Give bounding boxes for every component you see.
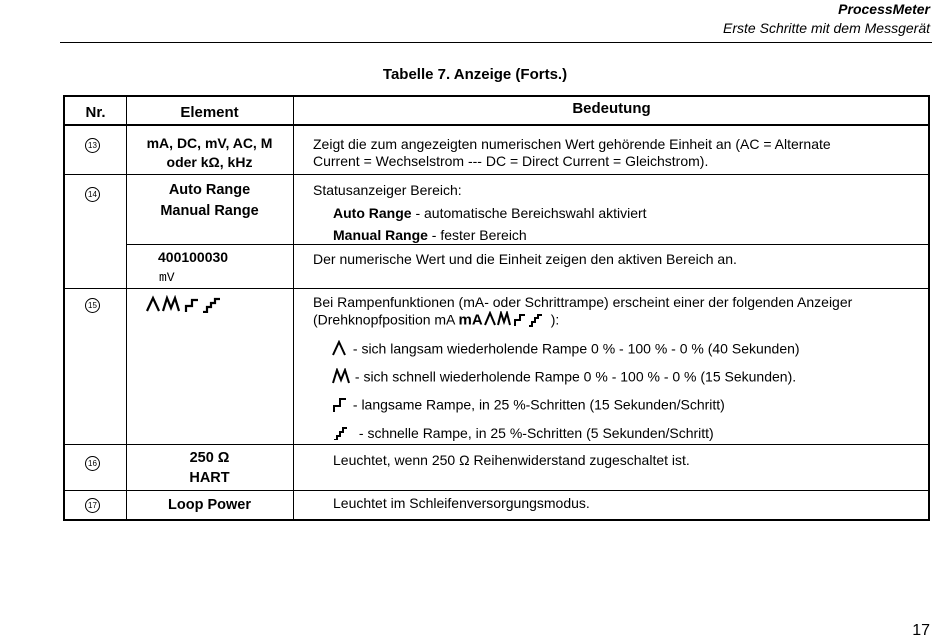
meaning-loop-power: Leuchtet im Schleifenversorgungsmodus.: [333, 495, 590, 511]
ramp-desc: - sich langsam wiederholende Rampe 0 % - 100 % - 0 % (40 Sekunden): [349, 340, 800, 357]
element-line: Manual Range: [160, 203, 259, 219]
element-units: [126, 134, 293, 172]
meaning-line: [313, 311, 923, 331]
item-number-13: 13: [85, 138, 100, 153]
range-desc: - automatische Bereichswahl aktiviert: [411, 205, 647, 221]
ramp-desc: - langsame Rampe, in 25 %-Schritten (15 Sekunden/Schritt): [349, 396, 725, 413]
row-divider: [126, 244, 928, 245]
ramp-icons-svg: [145, 295, 225, 313]
range-term: Manual Range: [333, 227, 428, 243]
meaning-range-display: Der numerische Wert und die Einheit zeigen den aktiven Bereich an.: [313, 251, 737, 267]
ramp-fast-icon: [163, 298, 179, 311]
range-desc: - fester Bereich: [427, 227, 527, 243]
range-digits: 400100030: [158, 249, 229, 265]
element-hart: [126, 448, 293, 488]
ramp-desc: - sich schnell wiederholende Rampe 0 % - 100 % - 0 % (15 Sekunden).: [351, 368, 797, 385]
item-number-16: 16: [85, 456, 100, 471]
step-fast-icon: [331, 424, 351, 444]
document-title: ProcessMeter: [838, 1, 930, 17]
meaning-text: ):: [550, 311, 560, 328]
element-range: [126, 180, 293, 222]
ramp-fast-icon: [331, 368, 351, 388]
element-loop-power: Loop Power: [168, 497, 251, 513]
header-rule: [60, 42, 932, 43]
meaning-line: Current = Wechselstrom --- DC = Direct Current = Gleichstrom).: [313, 153, 709, 169]
row-divider: [65, 490, 928, 491]
table-caption: Tabelle 7. Anzeige (Forts.): [382, 66, 568, 83]
range-unit: mV: [159, 270, 175, 285]
element-line: oder kΩ, kHz: [166, 154, 253, 170]
ramp-icons-inline: [483, 311, 551, 331]
ramp-slow-icon: [147, 298, 159, 311]
ramp-indicators: [145, 295, 225, 318]
ramp-item: [331, 396, 725, 416]
header-divider: [65, 124, 928, 126]
row-divider: [65, 174, 928, 175]
meaning-ramp: [313, 294, 923, 331]
column-header-meaning: Bedeutung: [572, 100, 651, 117]
page-number: 17: [912, 622, 930, 639]
step-slow-icon: [186, 300, 198, 312]
meaning-range-intro: Statusanzeiger Bereich:: [313, 182, 462, 198]
element-line: Auto Range: [168, 182, 251, 198]
ramp-item: [331, 340, 800, 360]
step-slow-icon: [331, 396, 349, 416]
ramp-desc: - schnelle Rampe, in 25 %-Schritten (5 Sekunden/Schritt): [355, 424, 714, 441]
row-divider: [65, 444, 928, 445]
meaning-hart: Leuchtet, wenn 250 Ω Reihenwiderstand zugeschaltet ist.: [333, 452, 690, 468]
meaning-line: Bei Rampenfunktionen (mA- oder Schrittrampe) erscheint einer der folgenden Anzeiger: [313, 294, 853, 310]
element-line: 250 Ω: [189, 450, 230, 466]
ramp-item: [331, 424, 714, 444]
row-divider: [65, 288, 928, 289]
column-header-nr: Nr.: [85, 104, 106, 121]
meaning-ma: mA: [458, 311, 483, 329]
display-table: [63, 95, 930, 521]
ramp-item: [331, 368, 796, 388]
column-header-element: Element: [180, 104, 239, 121]
meaning-text: (Drehknopfposition mA: [313, 311, 459, 328]
meaning-range-item: [333, 227, 527, 244]
item-number-15: 15: [85, 298, 100, 313]
item-number-17: 17: [85, 498, 100, 513]
meaning-units: [313, 136, 923, 170]
document-subtitle: Erste Schritte mit dem Messgerät: [723, 20, 930, 36]
step-fast-icon: [203, 299, 220, 312]
element-line: HART: [189, 470, 230, 486]
meaning-range-item: [333, 205, 647, 222]
ramp-slow-icon: [331, 340, 349, 360]
element-line: mA, DC, mV, AC, M: [146, 135, 273, 151]
range-term: Auto Range: [333, 205, 412, 221]
meaning-line: Zeigt die zum angezeigten numerischen Wert gehörende Einheit an (AC = Alternate: [313, 136, 831, 152]
column-divider: [293, 97, 294, 519]
item-number-14: 14: [85, 187, 100, 202]
